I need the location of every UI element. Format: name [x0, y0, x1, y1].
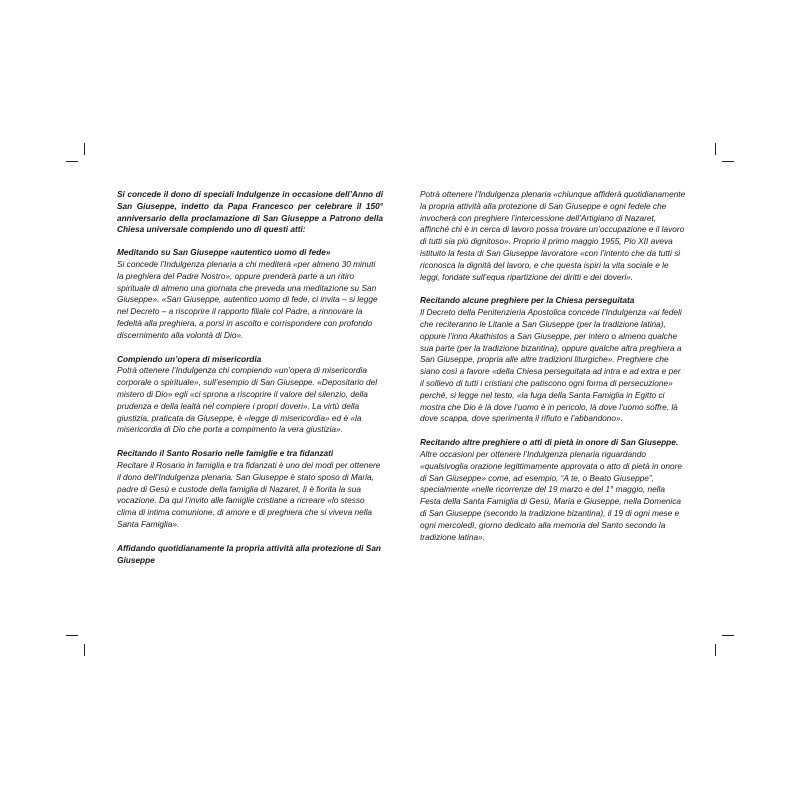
section-body: Recitare il Rosario in famiglia e tra fidanzati è uno dei modi per ottenere il dono dell’Indulgenza plenaria. San Giuseppe è stato sposo di Maria, padre di Gesù e custode della famiglia di Nazaret, lì è fiorita la sua vocazione. Da qui l’invito alle famiglie cristiane a ricreare «lo stesso clima di intima comunione, di amore e di preghiera che si viveva nella Santa Famiglia». [117, 459, 381, 529]
section-title: Recitando il Santo Rosario nelle famiglie e tra fidanzati [117, 448, 334, 459]
crop-mark [715, 143, 716, 155]
crop-mark [84, 644, 85, 656]
crop-mark [722, 635, 734, 636]
crop-mark [66, 635, 78, 636]
left-column [117, 189, 383, 578]
crop-mark [715, 644, 716, 656]
section-body: Potrà ottenere l’Indulgenza chi compiendo «un’opera di misericordia corporale o spirituale», sull’esempio di San Giuseppe. «Depositario del mistero di Dio» egli «ci sprona a riscoprire il valore del silenzio, della prudenza e della lealtà nel compiere i propri doveri». La virtù della giustizia, praticata da Giuseppe, è «legge di misericordia» ed è «la misericordia di Dio che porta a compimento la vera giustizia». [117, 365, 378, 435]
crop-mark [66, 161, 78, 162]
section-rosary [117, 448, 383, 531]
section-body: Altre occasioni per ottenere l’Indulgenza plenaria riguardando «qualsivoglia orazione legittimamente approvata o atto di pietà in onore di San Giuseppe» come, ad esempio, “A te, o Beato Giuseppe”, specialmente «nelle ricorrenze del 19 marzo e del 1° maggio, nella Festa della Santa Famiglia di Gesù, Maria e Giuseppe, nella Domenica di San Giuseppe (secondo la tradizione bizantina), il 19 di ogni mese e ogni mercoledì, giorno dedicato alla memoria del Santo secondo la tradizione latina». [420, 448, 682, 542]
section-persecuted-church [420, 295, 686, 425]
section-meditation [117, 247, 383, 341]
section-body: Il Decreto della Penitenzieria Apostolica concede l’Indulgenza «ai fedeli che reciteranno le Litanie a San Giuseppe (per la tradizione latina), oppure l’inno Akathistos a San Giuseppe, per intero o almeno qualche sua parte (per la tradizione bizantina), oppure qualche altra preghiera a San Giuseppe, propria alle altre tradizioni liturgiche». Preghiere che siano così a favore «della Chiesa perseguitata ad intra e ad extra e per il sollievo di tutti i cristiani che patiscono ogni forma di persecuzione» perché, si legge nel testo, «la fuga della Santa Famiglia in Egitto ci mostra che Dio è là dove l’uomo è in pericolo, là dove l’uomo soffre, là dove scappa, dove sperimenta il rifiuto e l’abbandono». [420, 307, 682, 424]
right-column [420, 189, 686, 555]
section-title: Affidando quotidianamente la propria attività alla protezione di San Giuseppe [117, 542, 381, 565]
section-body: Potrà ottenere l’Indulgenza plenaria «chiunque affiderà quotidianamente la propria attività alla protezione di San Giuseppe e ogni fedele che invocherà con preghiere l’intercessione dell’Artigiano di Nazaret, affinché chi è in cerca di lavoro possa trovare un’occupazione e il lavoro di tutti sia più dignitoso». Proprio il primo maggio 1955, Pio XII aveva istituito la festa di San Giuseppe lavoratore «con l’intento che da tutti si riconosca la dignità del lavoro, e che questa ispiri la vita sociale e le leggi, fondate sull’equa ripartizione dei diritti e dei doveri». [420, 189, 686, 282]
section-title: Recitando altre preghiere o atti di pietà in onore di San Giuseppe. [420, 437, 679, 448]
section-mercy [117, 354, 383, 437]
crop-mark [722, 161, 734, 162]
crop-mark [84, 143, 85, 155]
section-body: Si concede l’Indulgenza plenaria a chi mediterà «per almeno 30 minuti la preghiera del Padre Nostro», oppure prenderà parte a un ritiro spirituale di almeno una giornata che preveda una meditazione su San Giuseppe». «San Giuseppe, autentico uomo di fede, ci invita – si legge nel Decreto – a riscoprire il rapporto filiale col Padre, a rinnovare la fedeltà alla preghiera, a porsi in ascolto e corrispondere con profondo discernimento alla volontà di Dio». [117, 258, 378, 340]
section-work [117, 543, 383, 567]
intro-paragraph: Si concede il dono di speciali Indulgenze in occasione dell’Anno di San Giuseppe, indetto da Papa Francesco per celebrare il 150° anniversario della proclamazione di San Giuseppe a Patrono della Chiesa universale compiendo uno di questi atti: [117, 189, 383, 235]
section-other-prayers [420, 437, 686, 543]
section-work-continued [420, 189, 686, 283]
section-title: Meditando su San Giuseppe «autentico uomo di fede» [117, 247, 331, 258]
section-title: Compiendo un’opera di misericordia [117, 353, 262, 364]
section-title: Recitando alcune preghiere per la Chiesa perseguitata [420, 295, 635, 306]
